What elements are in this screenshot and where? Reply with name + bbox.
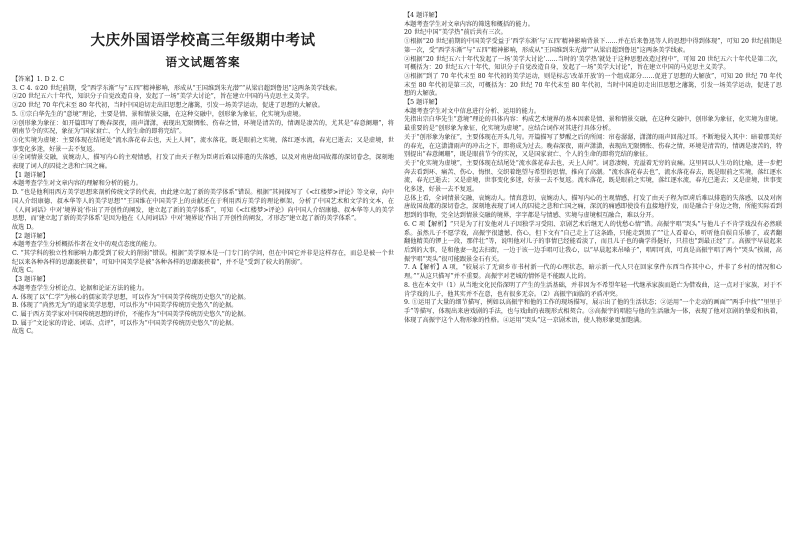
paragraph: 5. ①宗白华先生的“意境”理论，主要是情、景和情景交融，在这种交融中，创形象为象征，化实境为虚境。 [12, 110, 305, 118]
paragraph: D. “也是他利用西方美学思想来剖析传统文学的代表，由此建立起了新的美学体系”错误。根据“其间探写了《<红楼梦>评论》等文章，向中国人介绍康德、叔本华等人的美学思想”“王国维在中国美学上的贡献还在于利用西方美学的理论框架，分析了中国艺术和文学的文本，在《人间词话》中对‘境界说’作出了开创性的阐发，建立起了新的美学体系”，可知《<红楼梦>评论》向中国人介绍康德、叔本华等人的美学思想，而‘建立起了新的美学体系’是因为他在《人间词话》中对‘境界说’作出了开创性的阐发，才形态”建立起了新的美学体系”。 [12, 189, 394, 223]
paragraph: ②创形象为象征：如开篇即写了晚春深夜，雨声潇潇，表现出无限惆怅、伤春之情，环境是清苦的，情调是凄苦的，尤其是“春意阑珊”，将朝南节令的实况，象征为“国家衰亡、个人的生命的即将完结”。 [12, 119, 394, 136]
paragraph: 故选 C。 [12, 267, 38, 275]
paragraph: D. 属于“文论家的诗论、词话、点评”，可以作为“中国美学传统历史悠久”的论据。 [12, 319, 238, 327]
paragraph: 本题考查学生对文章内容的筛选和概括的能力。 [404, 20, 534, 28]
paragraph: 3. C 4. ①20 世纪前期，受“西学东渐”与“五四”精神影响，形成从“王国维到朱光潜”“从梁启超到鲁迅”这两条美学线索。 [12, 84, 342, 92]
paragraph: 6. C 项【解析】“只是为了打发他对儿子因独学习受阻、京剧艺术后继无人的忧愁心情”错。高振宇唱“哭头”与他儿子不肯学戏没有必然联系。虽然儿子不愿学戏，高振宇很遗憾、伤心，但下文有“自己走上了这条路，只能走到黑了”“让人看着心，听听他自娱自乐够了，或者翻翻他精美的锣上一段，那伴壮”等，说明他对儿子的事情已经能看淡了，而且儿子也的确学得挺好，只挂也“到最正经”了。高振宇早晨起来后到的大事，是和他妻一起去扫街，一边于该一边手唱可让我心，以“早晨起来吊嗓子”，唱唱可真，可真是高振宇唱了两个“哭头”挨闹，高振宇唱“哭头”很可能跟景金石有关。 [404, 220, 782, 263]
paragraph: ②根据“20 世纪五六十年代发起了一场‘美学大讨论’……当时的‘美学热’就处于这种思想改造过程中”，可知 20 世纪五六十年代是第二次，可概括为：20 世纪五六十年代，知识分子自觉改造自身，发起了一场“美学大讨论”，旨在建立中国的马克思主义美学。 [404, 55, 782, 72]
paragraph: 20 世纪中国“美学热”前后共有三次。 [404, 29, 507, 37]
paragraph: 本题考查学生对文章内容的理解和分析的能力。 [12, 180, 142, 188]
paragraph: 关于“化实境为虚境”，主要体现在结尾处“流水落花春去也，天上人间”。词意凄婉，充溢着无穷的哀痛。这里同以人生功的比喻，进一步把奔去看到环、痛苦、伤心、悔恨、交织着绝望与希望的思情，推向了高潮。“流水落花春去也”，流水落花春去，既是眼前之实境，落红逐水流，春光已逝去；又是虚境，世事变化多迷，好景一去不复返。流水落花，既是眼前之实境，落红逐水流，春光已逝去；又是虚境，世事变化多迷，好景一去不复返。 [404, 159, 782, 194]
left-body [12, 76, 394, 337]
document-subtitle: 语文试题答案 [165, 55, 241, 69]
paragraph: ④全词情景交融，哀婉动人，描写内心的主观情感，打发了由天子程为臣虏后难以排遣的失落感，以及对南唐故国故都的深切眷念，深刻地表现了词人的囚徒之悲和亡国之痛。 [12, 154, 394, 171]
paragraph: 7. A【解析】A 项，“较展示了无窗乡市书村新一代的心理状态，暗示新一代人只在回家拿件东西当作其中心，并非了乡村的情况和心理。”“从这只描写”并不重要。高振宇对老城的情怀是不能跟人比的。 [404, 264, 782, 281]
paragraph: 本题考查学生分析概括作者在文中的观点态度的能力。 [12, 241, 161, 249]
paragraph: 【2 题详解】 [12, 232, 49, 240]
paragraph: ③化实境为虚境：主要体现在结尾处“流水落花春去也，天上人间”，流水落花，既是眼前之实境，落红逐水流，春光已逝去；又是虚境，世事变化多迷，好景一去不复返。 [12, 136, 394, 153]
paragraph: 先指出宗白华先生“意境”理论的具体内容：构成艺术境界的基本因素是情、景和情景交融，在这种交融中，创形象为象征，化实境为虚境。最重要的是“创形象为象征，化实境为虚境”。应结合词作对其进行具体分析。 [404, 116, 782, 133]
paragraph: C. “其学科的独立性和影响力都受到了较大的削弱”错误。根据“美学原本是一门专门的学问，但在中国它并非是这样存在，而总是被一个世纪以来各种各样的思潮裹挟着”，可知中国美学是被“各种各样的思潮裹挟着”，并不是“受到了较大的削弱”。 [12, 250, 394, 266]
paragraph: 关于“创形象为象征”，主要体现在开头几句。开篇描写了梦醒之后的所闻：帘卷潺潺，潇潇的雨声回荡过耳。不断地侵入其中：暗着那美好的春光，在这潇潇雨声的冲击之下，即将成为过去。晚春深夜，雨声潇潇，表现出无限惆怅、伤春之情，环境是清苦的，情调是凄苦的，特别提出“春意阑珊”，既是眼前节令的实况，又是国家衰亡、个人的生命的即将完结的象征。 [404, 133, 782, 159]
document-title: 大庆外国语学校高三年级期中考试 [90, 33, 316, 49]
paragraph: 故选 D。 [12, 223, 38, 231]
paragraph: ③20 世纪 70 年代末至 80 年代初，当时中国迫切走出旧思想之藩篱，引发一场美学运动，促进了思想的大解放。 [12, 102, 324, 110]
paragraph: 【4 题详解】 [404, 12, 441, 19]
paragraph: 【3 题详解】 [12, 276, 49, 284]
paragraph: B. 体现了“尚然无为”的道家美学思想，可以作为“中国美学传统历史悠久”的论据。 [12, 302, 238, 310]
paragraph: 【5 题详解】 [404, 99, 441, 107]
paragraph: 本题考查学生分析论点、论据和论证方法的能力。 [12, 284, 149, 292]
paragraph: 【答案】1. D 2. C [12, 76, 65, 83]
paragraph: 8. 也在本文中（1）从当地文化民俗深明了产生的生活基础，并非因为不希望年轻一代继承家族而逝亡为借戏曲，这一点对于家族，对于不肯学戏的儿子，他其实并不在意，也有很多无奈。（2）高振宇面临的矛盾冲突。 [404, 281, 782, 298]
paragraph: 本题考查学生对文中信息进行分析、运用的能力。 [404, 107, 541, 115]
paragraph: 【1 题详解】 [12, 171, 49, 179]
paragraph: 9. ①运用了大量的细节描写，例如以高振宇和他的工作的现场描写，展示出了他的生活状态；②运用“一个走动的画面”“两手中找”“里里于手”等描写，体现出来唐戏剧的手法，也与戏曲的表现形式相契合。③高振宇的唱腔与他的生活融为一体，表现了他对京剧的挚爱和执着，体现了高振宇这个人物形象的性格。④运用“哭头”这一京剧术语，使人物形象更加饱满。 [404, 299, 782, 324]
paragraph: 故选 C。 [12, 328, 38, 336]
paragraph: 总体上看，全词情景交融，哀婉动人。情真意切，哀婉动人，描写内心的主观情感，打发了由天子程为臣虏后难以排遣的失落感，以及对南唐故国故都的深切眷念，深刻地表现了词人的囚徒之悲和亡国之痛，深沉的痛感即使没有直接地抒发，而是融合于身边之物，所能实际看到想到的事物，完全达到情景交融的境界，字字都是与情感、实境与虚境相互融合，难以分开。 [404, 194, 782, 220]
paragraph: C. 属于西方美学家对中国传统思想的评价，不能作为“中国美学传统历史悠久”的论据。 [12, 310, 250, 318]
right-column [404, 12, 782, 325]
left-column [12, 14, 394, 337]
paragraph: ②20 世纪五六十年代，知识分子自觉改造自身，发起了一场“美学大讨论”，旨在建立中国的马克思主义美学。 [12, 93, 313, 101]
paragraph: A. 体现了以“仁学”为核心的儒家美学思想，可以作为“中国美学传统历史悠久”的论据。 [12, 293, 250, 301]
right-body [404, 12, 782, 325]
paragraph: ③根据“到了 70 年代末至 80 年代初的美学运动，则是标志‘改革开放’的一个组成部分……促进了思想的大解放”，可知 20 世纪 70 年代末至 80 年代初是第三次，可概括为：20 世纪 70 年代末至 80 年代初，当时中国迫切走出旧思想之藩篱，引发一场美学运动，促进了思想的大解放。 [404, 72, 782, 98]
paragraph: ①根据“20 世纪前期的中国美学受益于‘西学东渐’与‘五四’精神影响背景下……并在后来鲁迅等人的思想中得到体现”，可知 20 世纪前期是第一次，受“西学东渐”与“五四”精神影响，形成从“王国维到朱光潜”“从梁启超到鲁迅”这两条美学线索。 [404, 38, 782, 54]
